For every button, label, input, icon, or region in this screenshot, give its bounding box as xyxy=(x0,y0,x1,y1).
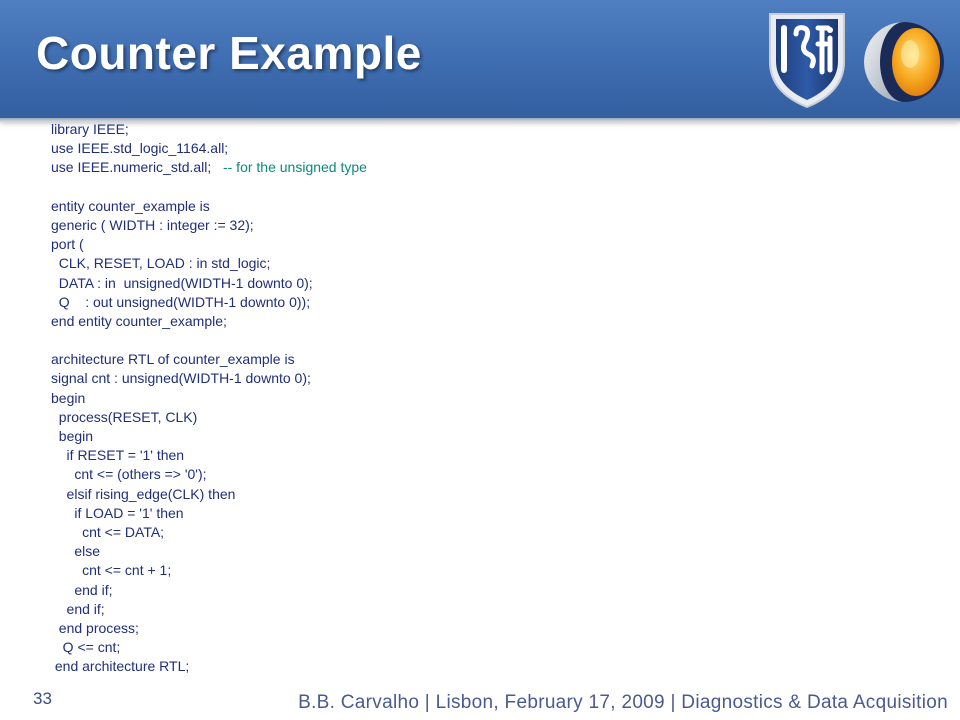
code-text: entity counter_example is xyxy=(51,197,210,214)
code-line xyxy=(51,523,367,542)
code-line xyxy=(51,293,367,312)
ipfn-sphere-logo xyxy=(858,14,948,110)
code-line xyxy=(51,197,367,216)
code-text: cnt <= DATA; xyxy=(51,523,165,540)
code-line xyxy=(51,657,367,676)
code-line xyxy=(51,561,367,580)
code-text: begin xyxy=(51,389,86,406)
code-comment: -- for the unsigned type xyxy=(222,159,367,176)
code-text: process(RESET, CLK) xyxy=(51,408,198,425)
slide-title: Counter Example xyxy=(36,27,422,79)
code-line xyxy=(51,178,367,197)
code-line xyxy=(51,542,367,561)
code-line xyxy=(51,216,367,235)
code-text: if RESET = '1' then xyxy=(51,447,185,464)
code-text: if LOAD = '1' then xyxy=(51,504,184,521)
code-text: cnt <= cnt + 1; xyxy=(51,562,172,579)
code-line xyxy=(51,158,367,177)
code-text: CLK, RESET, LOAD : in std_logic; xyxy=(51,255,271,272)
slide-footer: B.B. Carvalho | Lisbon, February 17, 2009 | Diagnostics & Data Acquisition xyxy=(298,692,948,713)
code-line xyxy=(51,446,367,465)
code-line xyxy=(51,254,367,273)
code-line xyxy=(51,389,367,408)
code-text: cnt <= (others => '0'); xyxy=(51,466,207,483)
code-line xyxy=(51,638,367,657)
code-line xyxy=(51,312,367,331)
code-text: end process; xyxy=(51,619,139,636)
code-text: else xyxy=(51,543,101,560)
code-line xyxy=(51,600,367,619)
code-line xyxy=(51,369,367,388)
code-text: DATA : in unsigned(WIDTH-1 downto 0); xyxy=(51,274,313,291)
code-line xyxy=(51,235,367,254)
code-line xyxy=(51,350,367,369)
code-text: use IEEE.std_logic_1164.all; xyxy=(51,140,229,157)
ist-shield-logo xyxy=(766,10,848,110)
code-text: elsif rising_edge(CLK) then xyxy=(51,485,236,502)
code-line xyxy=(51,408,367,427)
code-text: end if; xyxy=(51,600,105,617)
code-line xyxy=(51,331,367,350)
code-line xyxy=(51,465,367,484)
code-line xyxy=(51,427,367,446)
code-line xyxy=(51,581,367,600)
code-line xyxy=(51,139,367,158)
slide-number: 33 xyxy=(33,689,52,708)
code-text: Q <= cnt; xyxy=(51,639,121,656)
code-line xyxy=(51,274,367,293)
title-bar xyxy=(0,0,960,118)
code-text: Q : out unsigned(WIDTH-1 downto 0)); xyxy=(51,293,311,310)
code-text: signal cnt : unsigned(WIDTH-1 downto 0); xyxy=(51,370,311,387)
code-line xyxy=(51,120,367,139)
code-text: begin xyxy=(51,428,94,444)
vhdl-code-block xyxy=(51,120,367,676)
code-text: port ( xyxy=(51,236,84,253)
code-line xyxy=(51,619,367,638)
code-text: end if; xyxy=(51,581,113,598)
code-line xyxy=(51,485,367,504)
code-text: end architecture RTL; xyxy=(51,658,190,675)
code-text: library IEEE; xyxy=(51,121,129,137)
code-text: generic ( WIDTH : integer := 32); xyxy=(51,216,254,233)
code-text: end entity counter_example; xyxy=(51,312,227,329)
code-line xyxy=(51,504,367,523)
code-text: architecture RTL of counter_example is xyxy=(51,351,295,368)
code-text: use IEEE.numeric_std.all; xyxy=(51,159,223,176)
